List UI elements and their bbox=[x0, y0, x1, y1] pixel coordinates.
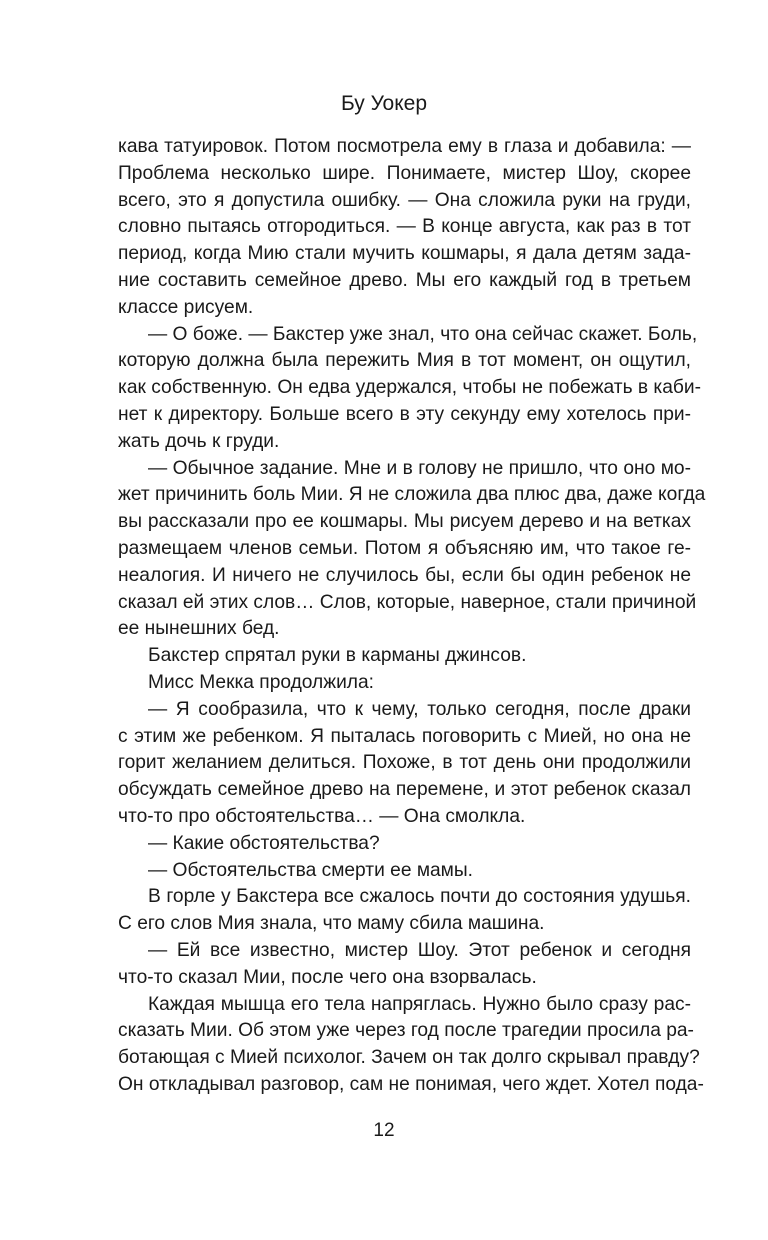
text-line: период, когда Мию стали мучить кошмары, я дала детям зада- bbox=[118, 243, 691, 265]
text-line: — Обычное задание. Мне и в голову не пришло, что оно мо- bbox=[148, 457, 691, 479]
text-line: словно пытаясь отгородиться. — В конце августа, как раз в тот bbox=[118, 216, 691, 238]
body-text bbox=[118, 134, 706, 1099]
running-header: Бу Уокер bbox=[340, 92, 428, 115]
text-line: что-то про обстоятельства… — Она смолкла. bbox=[118, 805, 526, 827]
text-line: кава татуировок. Потом посмотрела ему в глаза и добавила: — bbox=[118, 136, 691, 157]
text-line: Каждая мышца его тела напряглась. Нужно было сразу рас- bbox=[148, 993, 691, 1015]
text-line: ботающая с Мией психолог. Зачем он так долго скрывал правду? bbox=[118, 1047, 700, 1069]
text-line: — Обстоятельства смерти ее мамы. bbox=[148, 859, 473, 881]
text-line: — Какие обстоятельства? bbox=[148, 832, 380, 854]
text-line: — О боже. — Бакстер уже знал, что она сейчас скажет. Боль, bbox=[148, 323, 698, 345]
text-line: неалогия. И ничего не случилось бы, если бы один ребенок не bbox=[118, 564, 691, 586]
text-line: что-то сказал Мии, после чего она взорвалась. bbox=[118, 966, 537, 988]
text-line: ние составить семейное древо. Мы его каждый год в третьем bbox=[118, 269, 691, 291]
text-line: с этим же ребенком. Я пыталась поговорить с Мией, но она не bbox=[118, 725, 691, 747]
text-line: как собственную. Он едва удержался, чтобы не побежать в каби- bbox=[118, 377, 702, 399]
text-line: — Я сообразила, что к чему, только сегодня, после драки bbox=[148, 698, 691, 720]
text-line: всего, это я допустила ошибку. — Она сложила руки на груди, bbox=[118, 189, 691, 211]
text-line: горит желанием делиться. Похоже, в тот день они продолжили bbox=[118, 752, 691, 774]
text-line: Мисс Мекка продолжила: bbox=[148, 671, 375, 693]
text-line: сказать Мии. Об этом уже через год после трагедии просила ра- bbox=[118, 1020, 694, 1042]
text-line: сказал ей этих слов… Слов, которые, наверное, стали причиной bbox=[118, 591, 697, 613]
text-line: — Ей все известно, мистер Шоу. Этот ребенок и сегодня bbox=[148, 939, 691, 961]
text-line: В горле у Бакстера все сжалось почти до состояния удушья. bbox=[148, 886, 691, 908]
text-line: нет к директору. Больше всего в эту секунду ему хотелось при- bbox=[118, 403, 691, 425]
text-line: которую должна была пережить Мия в тот момент, он ощутил, bbox=[118, 350, 691, 372]
text-line: вы рассказали про ее кошмары. Мы рисуем дерево и на ветках bbox=[118, 511, 691, 533]
text-line: Бакстер спрятал руки в карманы джинсов. bbox=[148, 645, 527, 667]
text-line: Он откладывал разговор, сам не понимая, чего ждет. Хотел пода- bbox=[118, 1073, 704, 1095]
text-line: обсуждать семейное древо на перемене, и этот ребенок сказал bbox=[118, 779, 691, 801]
text-line: Проблема несколько шире. Понимаете, мистер Шоу, скорее bbox=[118, 162, 691, 184]
text-line: жет причинить боль Мии. Я не сложила два плюс два, даже когда bbox=[118, 484, 706, 506]
text-line: жать дочь к груди. bbox=[118, 430, 280, 452]
text-line: ее нынешних бед. bbox=[118, 618, 280, 640]
text-line: С его слов Мия знала, что маму сбила машина. bbox=[118, 913, 545, 935]
text-line: размещаем членов семьи. Потом я объясняю им, что такое ге- bbox=[118, 537, 691, 559]
page-number: 12 bbox=[373, 1120, 395, 1141]
text-line: классе рисуем. bbox=[118, 296, 254, 318]
